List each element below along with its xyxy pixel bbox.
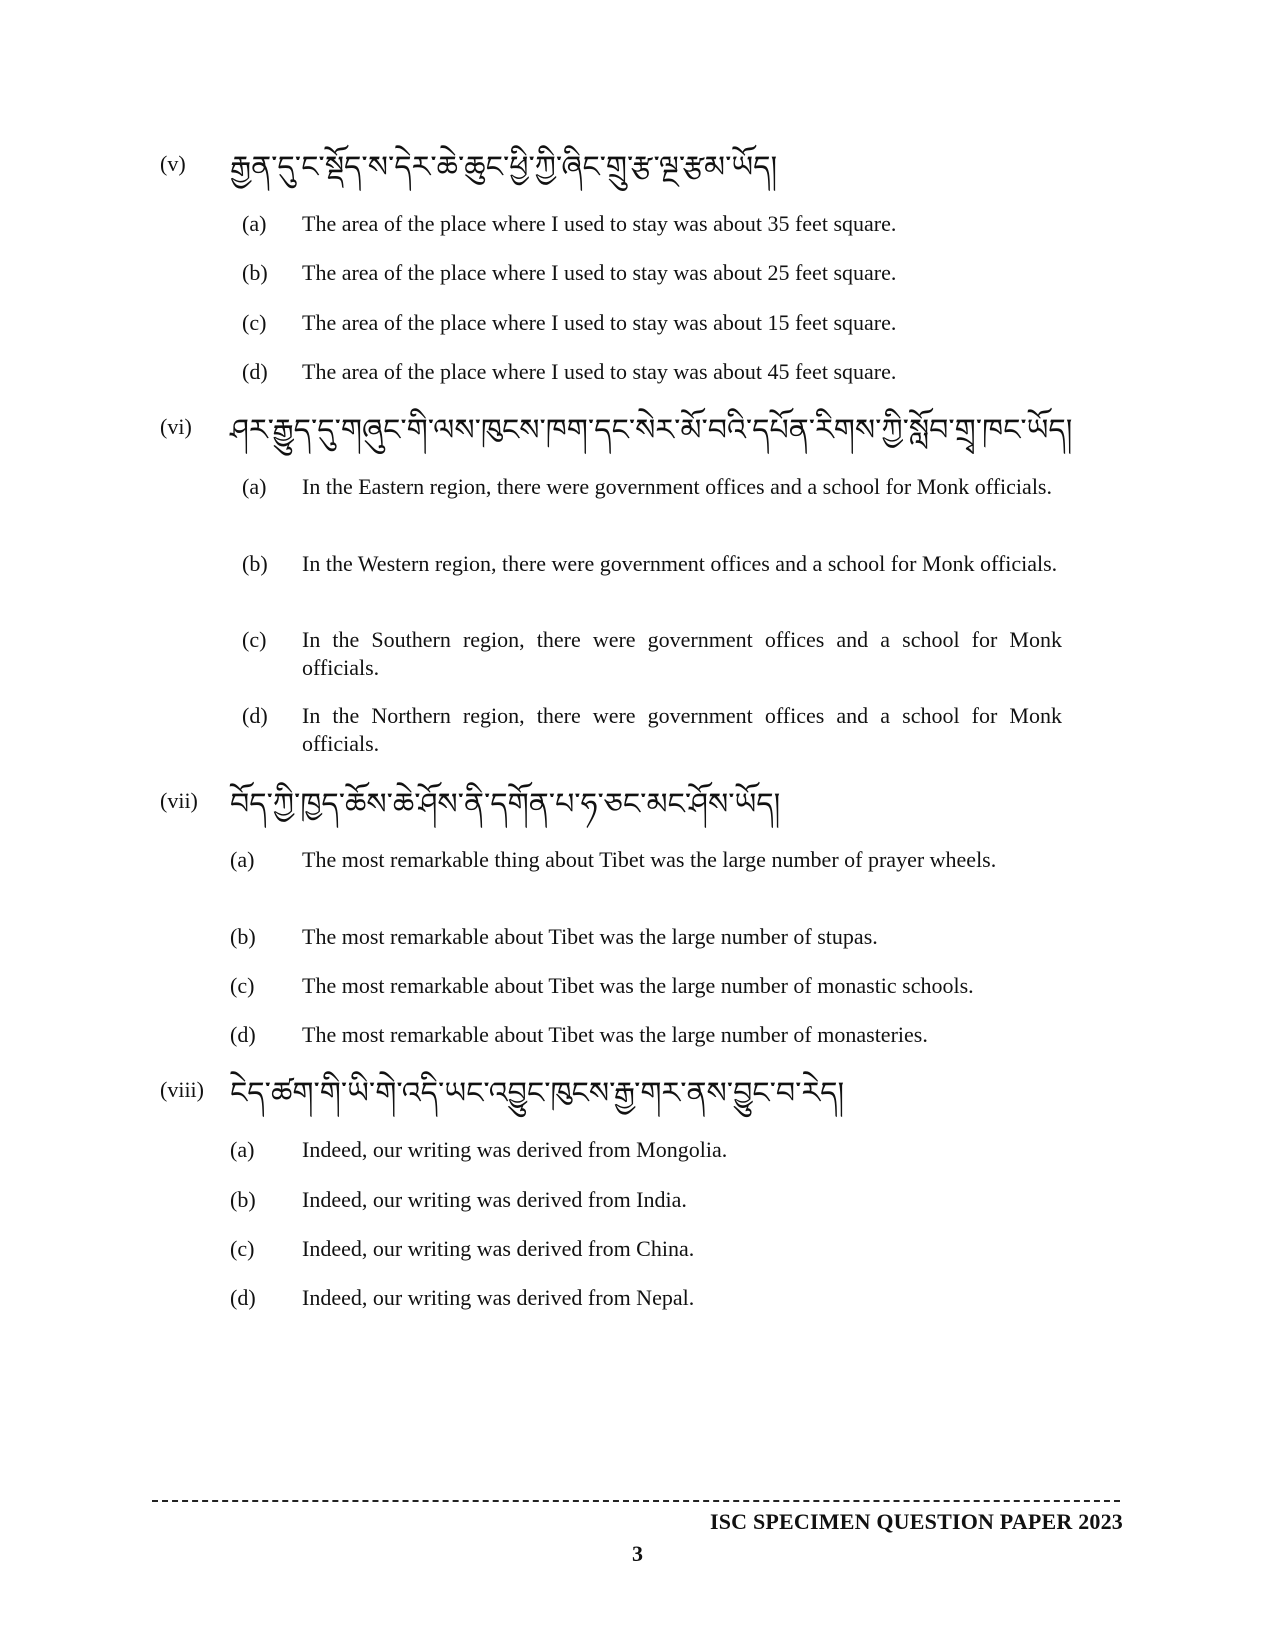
option-label: (a) <box>230 1137 255 1162</box>
question-stem-v: རྒྱན་དུ་ང་སྡོད་ས་དེར་ཆེ་ཆུང་ཕྱི་ཀྱི་ཞིང་གྲུ་རྩ་ལྔ་རྩམ་ཡོད། <box>230 150 778 185</box>
option-label: (d) <box>242 703 268 728</box>
option-text: The area of the place where I used to stay was about 35 feet square. <box>302 211 897 236</box>
question-number-v: (v) <box>160 151 186 176</box>
option-text: In the Eastern region, there were government offices and a school for Monk officials. <box>302 474 1052 499</box>
option-label: (b) <box>230 924 256 949</box>
option-text: In the Southern region, there were government offices and a school for Monk officials. <box>302 627 1062 680</box>
footer-divider <box>152 1500 1120 1502</box>
option-text: Indeed, our writing was derived from China. <box>302 1236 695 1261</box>
option-text: The most remarkable about Tibet was the large number of stupas. <box>302 924 878 949</box>
option-text: The area of the place where I used to stay was about 45 feet square. <box>302 359 897 384</box>
option-text: In the Western region, there were government offices and a school for Monk officials. <box>302 551 1058 576</box>
option-text: Indeed, our writing was derived from Nepal. <box>302 1285 695 1310</box>
option-text: The area of the place where I used to stay was about 15 feet square. <box>302 310 897 335</box>
footer-title: ISC SPECIMEN QUESTION PAPER 2023 <box>709 1509 1123 1534</box>
option-label: (a) <box>242 211 267 236</box>
option-text: Indeed, our writing was derived from Mongolia. <box>302 1137 728 1162</box>
option-label: (d) <box>230 1285 256 1310</box>
option-text: The area of the place where I used to stay was about 25 feet square. <box>302 260 897 285</box>
page-number: 3 <box>632 1541 643 1566</box>
question-stem-vii: བོད་ཀྱི་ཁྱད་ཆོས་ཆེ་ཤོས་ནི་དགོན་པ་ཧ་ཅང་མང་ཤོས་ཡོད། <box>230 787 781 822</box>
option-label: (a) <box>242 474 267 499</box>
option-text: The most remarkable about Tibet was the large number of monastic schools. <box>302 973 974 998</box>
option-label: (b) <box>242 260 268 285</box>
option-label: (c) <box>230 973 255 998</box>
question-number-viii: (viii) <box>160 1077 204 1102</box>
question-number-vii: (vii) <box>160 788 198 813</box>
option-label: (a) <box>230 847 255 872</box>
option-label: (d) <box>230 1022 256 1047</box>
option-label: (c) <box>230 1236 255 1261</box>
option-text: The most remarkable thing about Tibet was the large number of prayer wheels. <box>302 847 997 872</box>
option-label: (b) <box>242 551 268 576</box>
option-text: The most remarkable about Tibet was the large number of monasteries. <box>302 1022 928 1047</box>
option-label: (b) <box>230 1187 256 1212</box>
option-label: (c) <box>242 310 267 335</box>
question-stem-vi: ཤར་རྒྱུད་དུ་གཞུང་གི་ལས་ཁུངས་ཁག་དང་སེར་མོ་བའི་དཔོན་རིགས་ཀྱི་སློབ་གྲྭ་ཁང་ཡོད། <box>230 413 1073 448</box>
question-number-vi: (vi) <box>160 414 192 439</box>
option-label: (c) <box>242 627 267 652</box>
question-stem-viii: ངེད་ཚག་གི་ཡི་གེ་འདི་ཡང་འབྱུང་ཁུངས་རྒྱ་གར་ནས་བྱུང་བ་རེད། <box>230 1076 845 1111</box>
option-label: (d) <box>242 359 268 384</box>
option-text: In the Northern region, there were government offices and a school for Monk officials. <box>302 703 1062 756</box>
option-text: Indeed, our writing was derived from India. <box>302 1187 687 1212</box>
